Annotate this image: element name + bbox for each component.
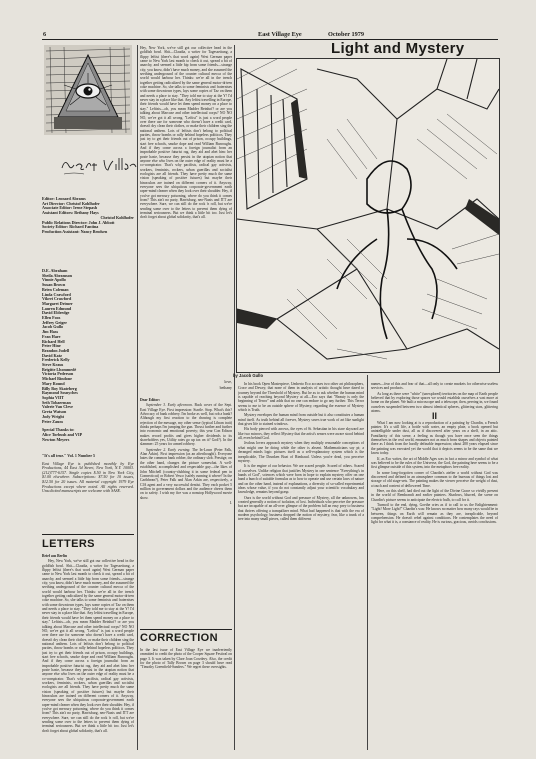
staff-name: Valerie Van Cleve [42,404,74,410]
masthead-line: Production Assistant: Nancy Brodsen [42,228,108,234]
staff-name: Fran Hare [42,333,61,339]
article-paragraph: Jealous lovers approach mystery when they multiply reasonable conceptions of what might one be doing while the other is absent. Mathematicians say pi; a deranged minds logic pictures itself as a self-explanatory system which is the inexplicable, The Drunken Boat of Rimbaud. Unless you're dead, you perceive mystery. [238,441,364,463]
staff-name: Greta Watson [42,409,67,415]
staff-name: Jacob Gullo [42,324,64,330]
staff-name: Jeffrey Geiger [42,319,68,325]
staff-name: David Eldredge [42,310,70,316]
staff-name: Margaret Drimer [42,300,73,306]
staff-name: Jim Hass [42,329,59,335]
article-title: Light and Mystery [331,40,465,57]
staff-name: Susan Brown [42,282,66,288]
staff-name: Peter Hine [42,343,61,349]
masthead [42,197,134,235]
dear-editor-lead-2: September 2. Early evening. [146,447,191,452]
dear-editor-salutation: Dear Editor: [140,398,161,402]
article-paragraph: Here, on this shelf, had died out the light of the Divine Grace so vividly present in the world of Rembrandt and earlier painters. Shadows, blurred, the scene on Chardin's picture seems to anticipate the electric bulb, to call for it. [371,488,498,502]
eye-pyramid-logo [44,45,132,135]
staff-name: Brandon Judell [42,347,70,353]
staff-name: Victoria Pederson [42,371,74,377]
letter-body: Hey, New York, we've still got our collective head in the goldfish bowl. Shit—Claudia, a writer for Tageszeitung, a flippy leftist (there's that word again) West German paper came to New York last month to check it out, spread a bit of anarchy, and seemed a little hip from some friends—strange city, you know, didn't have much money, and she assumed the seething underground of the counter cultural mecca of the world would harbour her. Thinks: we're all in the trench together getting radicalized by the same general motor-driven coke machine. So, she talks to some feminists and fraternises with some downtown types, lays some copies of Taz on them and needs a place to stay. "They told me to stay at the Y! I'd never stay in a place like that. Any leftist travelling in Europe, their friends would have let them spend money on a place to stay." Leftists—oh, you mean Madder Beinhof? or are you talking about Marcuse and other intellectual corps? NO NO NO, we've got it all wrong. "Leftist" is just a word people over there use for someone who doesn't have a credit card, doesn't dry clean their clothes, or make their children sing the national anthem. Lots of leftists don't belong to political parties, throw bombs or rally behind hopeless politicos. They just try to get their friends out of prison, occupy buildings, start free schools, smoke dope and read William Burroughs. And if they come across a foreign journalist from an improbable positive futurist rag, they aid and abet him: her poste haste, because they persist in the utopian notion that anyone else who lives on the outer edge of reality must be a co-conspirator. That's why pacifists, radical gay activists, workers, feminists, rockers, urban guerillas and socialist ecologists are all friends. They have pretty much the same vision (speaking of positive futures) but maybe their binoculars are trained on different corners of it. Anyway, everyone sees the ubiquitous corporate-government earth raper-mind cleaner when they look over their shoulder. Hey, if you've got mercury poisoning, where do you think it comes from? This ain't no party, Harrisburg, neo-Nazis and ITT are everywhere. Sure, we can still do the rock 'n roll, but we're sending some over to the letters to prevent them dying of terminal seriousness. But we think a little bit too. Just let's don't forget about global solidarity, that's all. [42,559,134,733]
dear-editor-text-1: Back cover of the Sept. East Village Eye. First impression: Startle. Stop. What's this? Advocacy of bank robbery. I'm broke as well, but rob a bank? Although my first reaction to the drawing is complete rejection of the message, my other sense (typical Libran trait) thinks perhaps I'm jumping the gun. Thrust further and further into economic and emotional poverty; this year Con Edison makes record profits and gives higher dividends to its shareholders yes, Utility rates go up tax on it? God?). In the slammer: 25 years for armed robbery. [140,403,232,447]
staff-list [42,269,134,442]
staff-name: D.E. Abraham [42,268,68,273]
dear-editor-column [140,398,232,626]
correction-text: In the last issue of East Village Eye we inadvertently ommitted to credit the photo of the Cooper Square Festival on page 3. It was taken by Clare Joan Cowdery. Also, the credit for the photo of Tally Brown on page 3 should have read "Timothy Greenfield-Sanders." We regret these oversights. [140,648,232,670]
article-paragraph: If, as Eco writes, the art of Middle Ages was in fact a mirror and symbol of what was believed to be the rules of the Universe, the God, the painting here seems to be a first glimpse outside of this system, into the metaphors free reality. [371,456,498,470]
colophon-block [42,454,134,494]
staff-name: Brigitte Lhommedé [42,366,77,372]
masthead-line: Assistant Editors: Bethany Hays [42,210,99,216]
staff-name: Richard Hell [42,338,65,344]
article-paragraph: His body pierced with arrows, the eyes of St. Sebastian in his stare skyward are like two mirrors, they reflect Mystery that the artist's senses were aware stood behind all, even behind God. [238,427,364,441]
staff-name: Seth Tobaerman [42,399,71,405]
letter-continued: Hey, New York, we've still got our collective head in the goldfish bowl. Shit—Claudia, a writer for Tageszeitung, a flippy leftist (there's that word again) West German paper came to New York last month to check it out, spread a bit of anarchy, and seemed a little hip from some friends—strange city, you know, didn't have much money, and she assumed the seething underground of the counter cultural mecca of the world would harbour her. Thinks: we're all in the trench together getting radicalized by the same general motor-driven coke machine. So, she talks to some feminists and fraternises with some downtown types, lays some copies of Taz on them and needs a place to stay. "They told me to stay at the Y! I'd never stay in a place like that. Any leftist travelling in Europe, their friends would have let them spend money on a place to stay." Leftists—oh, you mean Madder Beinhof? or are you talking about Marcuse and other intellectual corps? NO NO NO, we've got it all wrong. "Leftist" is just a word people over there use for someone who doesn't have a credit card, doesn't dry clean their clothes, or make their children sing the national anthem. Lots of leftists don't belong to political parties, throw bombs or rally behind hopeless politicos. They just try to get their friends out of prison, occupy buildings, start free schools, smoke dope and read William Burroughs. And if they come across a foreign journalist from an improbable positive futurist rag, they aid and abet him: her poste haste, because they persist in the utopian notion that anyone else who lives on the outer edge of reality must be a co-conspirator. That's why pacifists, radical gay activists, workers, feminists, rockers, urban guerillas and socialist ecologists are all friends. They have pretty much the same vision (speaking of positive futures) but maybe their binoculars are trained on different corners of it. Anyway, everyone sees the ubiquitous corporate-government earth raper-mind cleaner when they look over their shoulder. Hey, if you've got mercury poisoning, where do you think it comes from? This ain't no party, Harrisburg, neo-Nazis and ITT are everywhere. Sure, we can still do the rock 'n roll, but we're sending some over to the letters to prevent them dying of terminal seriousness. But we think a little bit too. Just let's don't forget about global solidarity, that's all. [140,46,232,220]
letters-rule [42,534,134,535]
section-numeral: II [431,411,437,422]
staff-name: Vinnie Apollo [42,277,66,283]
dear-editor-text-2: The In-Lawn (Peter Falk, Alan Arkin). First impression (as an afterthought). Everyone hates the common bank robber, the ordinary slob. Prestige, on the other hand, changes the picture somewhat. A well-established, accomplished and respectable guy—the likes of John Mitchell (country-clubbing it in some federal pen in Connecticut) or Robert Vesco (safely running it where? In the Caribbean?), Peter Falk and Alan Arkin are, respectively, a CIA agent and a very successful dentist. They each pocket 5 million in government dollars and the audience cheers them on to safety. I wish my fire was a nonstop Hollywood movie show. [140,447,232,500]
article-paragraph: What I am now looking at is a reproduction of a painting by Chardin, a French painter. It's a still life, a bottle with water, an empty plate, a book opened but unintelligible under dust, all as if discovered after years on a shelf, in an attic. Familiarity of this scene, a feeling as though you have once seen the things themselves in the real world, emanates not as much from shapes and objects painted there as I think from the hardly definable impression; about 200 years elapsed since the painting was executed yet the world that it depicts seems to be the same that we know today. [371,420,498,456]
column-divider [137,45,138,750]
staff-name: Vikrei Crawford [42,296,72,302]
correction-heading: CORRECTION [140,632,218,644]
article-paragraph: Turmoil to the end, dying, Goethe cries as if to call to us the Enlightenment: "Light! More Light!" Chardin's was: He knows no matter how many rays would be in between, things on Earth will remain as they are, inexplicable, beyond comprehension. He doesn't rebel against conditions. He contemplates the need of light for what it is, a constance of reality. He is curious, gracious, avoids conclusions. [371,502,498,525]
staff-name: Lauren Edmund [42,305,72,311]
staff-name: Brien Coleman [42,286,69,292]
column-divider [367,375,368,750]
masthead-line: Christof Kohlhofer [100,214,134,220]
special-thanks-label: Special Thanks to: [42,427,75,433]
staff-name: Raymond Sosnyches [42,390,78,396]
staff-name: David Katz [42,352,62,358]
special-thanks-name: Alice Torbush and VIP [42,431,83,437]
staff-name: Jody Wright [42,413,65,419]
masthead-line: Editor: Leonard Abrams [42,196,86,201]
letter-signoff: love, [224,380,232,384]
staff-name: Peter Zaum [42,418,63,424]
correction-column [140,648,232,748]
article-column-2 [371,382,498,750]
staff-name: Sheila Abramson [42,272,72,278]
staff-name: Linda Crawford [42,291,71,297]
article-paragraph: In his book Open Masterpiece, Umberto Eco accuses two other art philosophers, Croce and Dewey, that none of them in analysis of artistic thought have dared to journey beyond the Threshold of Mystery. But he as to ask whether the human mind is capable of reaching beyond Mystery at all—Eco says that "Beauty is only the beginning of Terror" and adds that no one can endure to go any further. This Terror seems to me to be an outside sphere of Mystery, regarding the essence of Mystery which is Truth. [238,382,364,413]
masthead-line: Society Editor: Richard Fantina [42,224,99,230]
staff-name: Billy Boy Skateberg [42,385,77,391]
article-paragraph: It is the engine of our behavior. We are scared people. Scared of others. Scared of ourselves. Unlike religion that justifies Mystery in one sentence "Everything's in hands of God", sciences which were born in hope to explain mystery offer on one hand a bunch of suitable formulas as to how to operate and use certain laws of nature and on the other hand, instead of explanations, a diversity of so-called experimental ideas whose value, if you do not constantly adjust your scientific vocabulary and knowledge, remains beyond grasp. [238,464,364,495]
article-illustration [236,58,500,373]
letters-column [42,554,134,748]
dear-editor-signer: I. [229,500,232,505]
article-column-1 [238,382,364,750]
article-paragraph: names—fear of this and fear of that—all only to create markets for otherwise useless services and products. [371,382,498,391]
article-byline: by Jacob Gullo [233,373,264,378]
special-thanks-name: Newton Meyers [42,436,70,442]
staff-name: Ellen Foos [42,315,61,321]
masthead-line: Associate Editor: Irene Stepash [42,205,98,211]
staff-name: Steve Kraus [42,362,64,368]
publication-name: East Village Eye [258,31,302,38]
article-paragraph: In some long-forgotten corner of Chardin's atelier a world without God was discovered and defined in an atmosphere common to the bureaus of things lost and storage of old stage-sets. The painting makes the viewer perceive the weight of dust, a touch and content of deflowered Time. [371,470,498,488]
east-village-eye-logo-text [60,154,140,176]
staff-name: Michael Rindone [42,376,72,382]
article-paragraph: Ours is the world without God and pressure of Mystery, all the unknowns, has created generally a notion of isolation, of lost. Individuals who perceive the pressure but are incapable of an all-over glimpse of the problem fall an easy prey to business that thrives offering a tranquilizer mind. What had happened is that with the era of modern psychology, business dropped the notion of mystery, fear, like a trunk of a tree into many small pieces, called them different [238,495,364,522]
issue-date: October 1979 [328,31,365,38]
slogan: "It's all true." Vol. 1 Number 5 [42,453,96,458]
page-number: 6 [43,31,47,38]
correction-rule [140,629,232,630]
masthead-line: Public Relations Director: John J. Abbott [42,219,115,225]
letter-signer: bethany [219,385,232,390]
letter-signoff-block [140,380,232,398]
article-paragraph: Mystery envelopes the human mind from outside but it also constitutes a human mind itself. As truth behind all forever, Mystery saves true work of art like sunlight that gives life to stained windows. [238,413,364,427]
staff-name: Sophia VIIT [42,394,64,400]
column-divider [234,45,235,750]
masthead-line: Art Director: Christof Kohlhofer [42,200,100,206]
letter-salutation: Brief aus Berlin [42,554,67,558]
letters-heading: LETTERS [42,538,95,550]
colophon: East Village Eye is published monthly by Eye Productions, 44 East 3d Street, New York, N.Y. 10003. (212)777-6157. Single copies $.50 in New York City, $1.00 elsewhere. Subscriptions: $7.50 for 10 issues, $12.50 for 20 issues. All material copyright 1979 Eye Productions except where noted. All rights reserved. Unsolicited manuscripts are welcome with SASE. [42,460,134,494]
dear-editor-lead-1: September 3. Early afternoon. [146,403,193,408]
article-paragraph: As long as there were "white" (unexplored) territories on the map of Earth people believed that by exploring those spaces we would establish ourselves a vast more at home on the planet. We built a microscope and a telescope, then, peering in, we found ourselves suspended between two almost identical spheres, glittering stars, glittering atoms. [371,391,498,414]
staff-name: Frederick Kelly [42,357,70,363]
staff-name: Mary Round [42,380,65,386]
